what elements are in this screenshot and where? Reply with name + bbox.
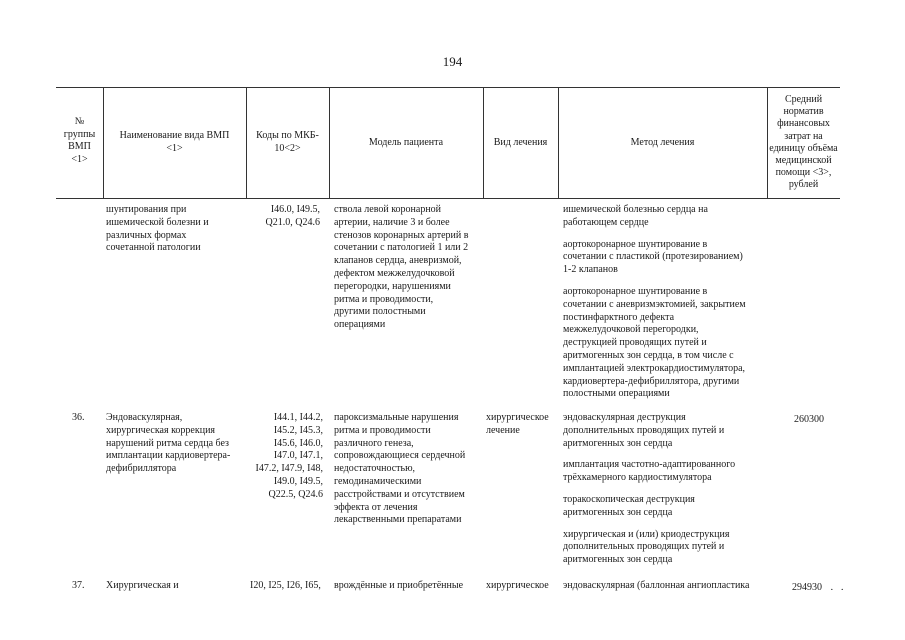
row36-treatment-type: хирургическое лечение (486, 412, 549, 436)
row37-group-number: 37. (72, 580, 85, 591)
header-group-number: № группы ВМП <1> (63, 116, 96, 165)
row36-patient-model: пароксизмальные нарушения ритма и проводимости различного генеза, сопровождающиеся сердечной недостаточностью, гемодинамическими расстройствами и отсутствием эффекта от лечения лекарственными препаратами (334, 412, 466, 526)
row37-patient-model: врождённые и приобретённые (334, 580, 464, 591)
header-icd-codes: Коды по МКБ- 10<2> (256, 130, 319, 154)
header-treatment-method: Метод лечения (630, 137, 695, 148)
page-number: 194 (442, 54, 463, 69)
header-bottom-border (56, 198, 840, 199)
header-average-cost: Средний норматив финансовых затрат на единицу объёма медицинской помощи <3>, рублей (769, 94, 838, 191)
row1-icd-codes: I46.0, I49.5, Q21.0, Q24.6 (265, 204, 320, 228)
row37-icd-codes: I20, I25, I26, I65, (250, 580, 321, 591)
row37-average-cost: 294930 (792, 582, 822, 593)
row36-average-cost: 260300 (794, 414, 824, 425)
header-vmp-name: Наименование вида ВМП <1> (119, 130, 230, 154)
scan-dots: · · (830, 584, 847, 596)
table-top-border (56, 87, 840, 88)
row37-treatment-methods: эндоваскулярная (баллонная ангиопластика (563, 580, 750, 591)
row36-icd-codes: I44.1, I44.2, I45.2, I45.3, I45.6, I46.0, I47.0, I47.1, I47.2, I47.9, I48, I49.0, I49.5, Q22.5, Q24.6 (255, 412, 323, 500)
row1-treatment-methods: ишемической болезнью сердца на работающем сердце аортокоронарное шунтирование в сочетании с пластикой (протезированием) 1-2 клапанов аортокоронарное шунтирование в сочетании с аневризмэктомией, закрытием постинфарктного дефекта межжелудочковой перегородки, деструкцией проводящих путей и аритмогенных зон сердца, в том числе с имплантацией электрокардиостимулятора, кардиовертера-дефибриллятора, другими полостными операциями (563, 204, 746, 400)
header-treatment-type: Вид лечения (493, 137, 548, 148)
header-patient-model: Модель пациента (368, 137, 444, 148)
row37-treatment-type: хирургическое (486, 580, 549, 591)
row1-patient-model: ствола левой коронарной артерии, наличие 3 и более стенозов коронарных артерий в сочетании с патологией 1 или 2 клапанов сердца, аневризмой, дефектом межжелудочковой перегородки, нарушениями ритма и проводимости, другими полостными операциями (334, 204, 469, 331)
row37-vmp-name: Хирургическая и (106, 580, 179, 591)
row1-vmp-name: шунтирования при ишемической болезни и различных формах сочетанной патологии (106, 204, 209, 254)
row36-vmp-name: Эндоваскулярная, хирургическая коррекция нарушений ритма сердца без имплантации кардиовертера- дефибриллятора (106, 412, 231, 475)
row36-group-number: 36. (72, 412, 85, 423)
row36-treatment-methods: эндоваскулярная деструкция дополнительных проводящих путей и аритмогенных зон сердца имплантация частотно-адаптированного трёхкамерного кардиостимулятора торакоскопическая деструкция аритмогенных зон сердца хирургическая и (или) криодеструкция дополнительных проводящих путей и аритмогенных зон сердца (563, 412, 736, 566)
